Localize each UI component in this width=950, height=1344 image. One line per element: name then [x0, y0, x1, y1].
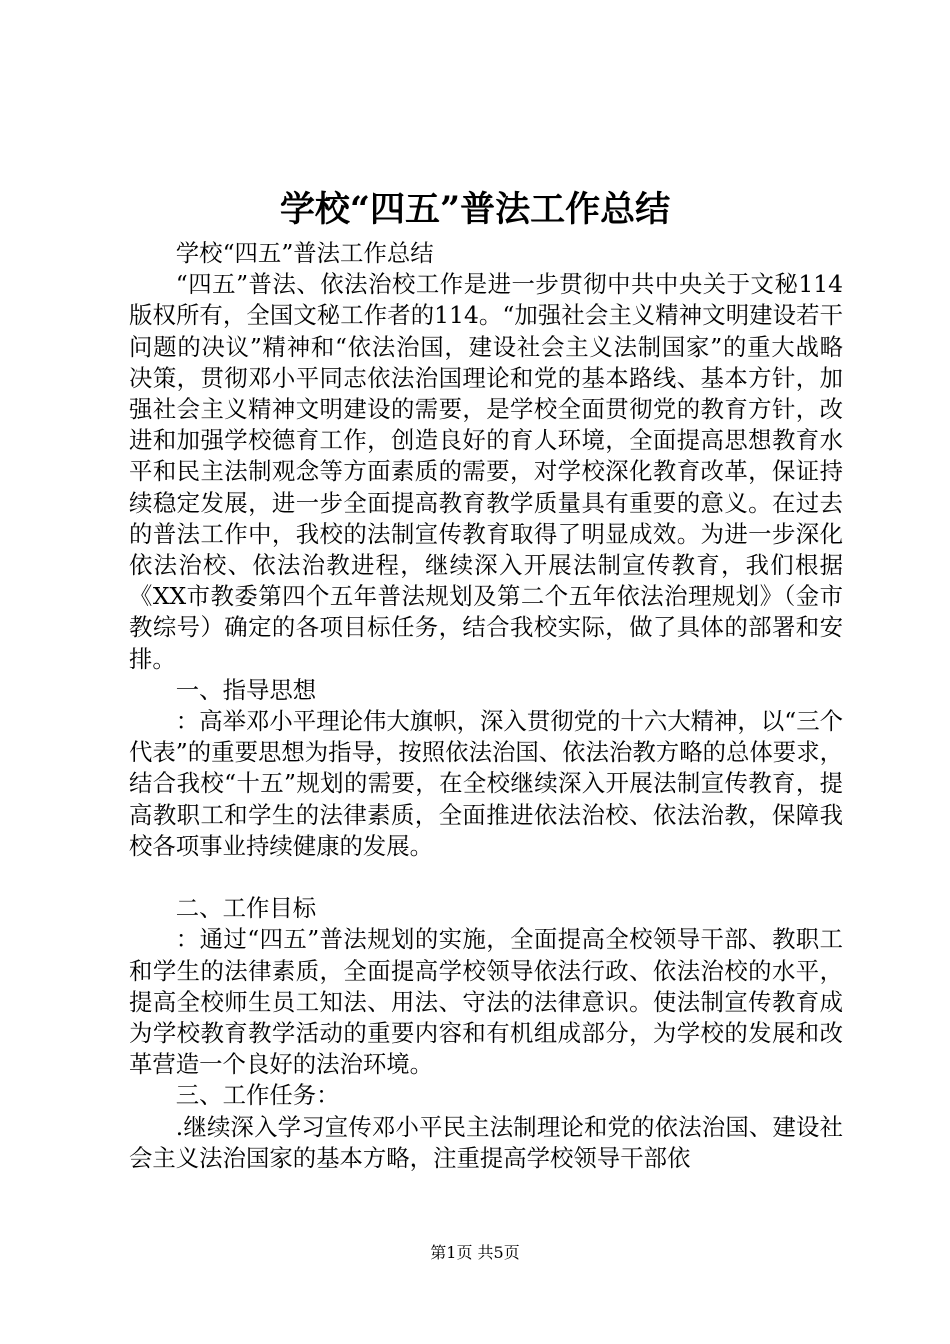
intro-paragraph: “四五”普法、依法治校工作是进一步贯彻中共中央关于文秘114版权所有，全国文秘工作者的114。“加强社会主义精神文明建设若干问题的决议”精神和“依法治国，建设社会主义法制国家”的重大战略决策，贯彻邓小平同志依法治国理论和党的基本路线、基本方针，加强社会主义精神文明建设的需要，是学校全面贯彻党的教育方针，改进和加强学校德育工作，创造良好的育人环境，全面提高思想教育水平和民主法制观念等方面素质的需要，对学校深化教育改革，保证持续稳定发展，进一步全面提高教育教学质量具有重要的意义。在过去的普法工作中，我校的法制宣传教育取得了明显成效。为进一步深化依法治校、依法治教进程，继续深入开展法制宣传教育，我们根据《XX市教委第四个五年普法规划及第二个五年依法治理规划》（金市教综号）确定的各项目标任务，结合我校实际，做了具体的部署和安排。: [129, 270, 843, 673]
section-heading-work-tasks: 三、工作任务：: [175, 1081, 340, 1110]
blank-line: [129, 862, 843, 893]
section-heading-guiding-ideology: 一、指导思想: [175, 675, 317, 704]
page-footer: 第1页 共5页: [430, 1243, 520, 1262]
document-title: 学校“四五”普法工作总结: [279, 189, 671, 230]
work-task-item: .继续深入学习宣传邓小平民主法制理论和党的依法治国、建设社会主义法治国家的基本方略，注重提高学校领导干部依: [129, 1112, 843, 1172]
guiding-ideology-paragraph: ：高举邓小平理论伟大旗帜，深入贯彻党的十六大精神，以“三个代表”的重要思想为指导，按照依法治国、依法治教方略的总体要求，结合我校“十五”规划的需要，在全校继续深入开展法制宣传教育，提高教职工和学生的法律素质，全面推进依法治校、依法治教，保障我校各项事业持续健康的发展。: [129, 707, 843, 860]
section-heading-work-goals: 二、工作目标: [175, 894, 317, 923]
work-goals-paragraph: ：通过“四五”普法规划的实施，全面提高全校领导干部、教职工和学生的法律素质，全面提高学校领导依法行政、依法治校的水平，提高全校师生员工知法、用法、守法的法律意识。使法制宣传教育成为学校教育教学活动的重要内容和有机组成部分，为学校的发展和改革营造一个良好的法治环境。: [129, 925, 843, 1079]
subtitle-paragraph: 学校“四五”普法工作总结: [175, 239, 434, 267]
document-body: [129, 238, 843, 1174]
